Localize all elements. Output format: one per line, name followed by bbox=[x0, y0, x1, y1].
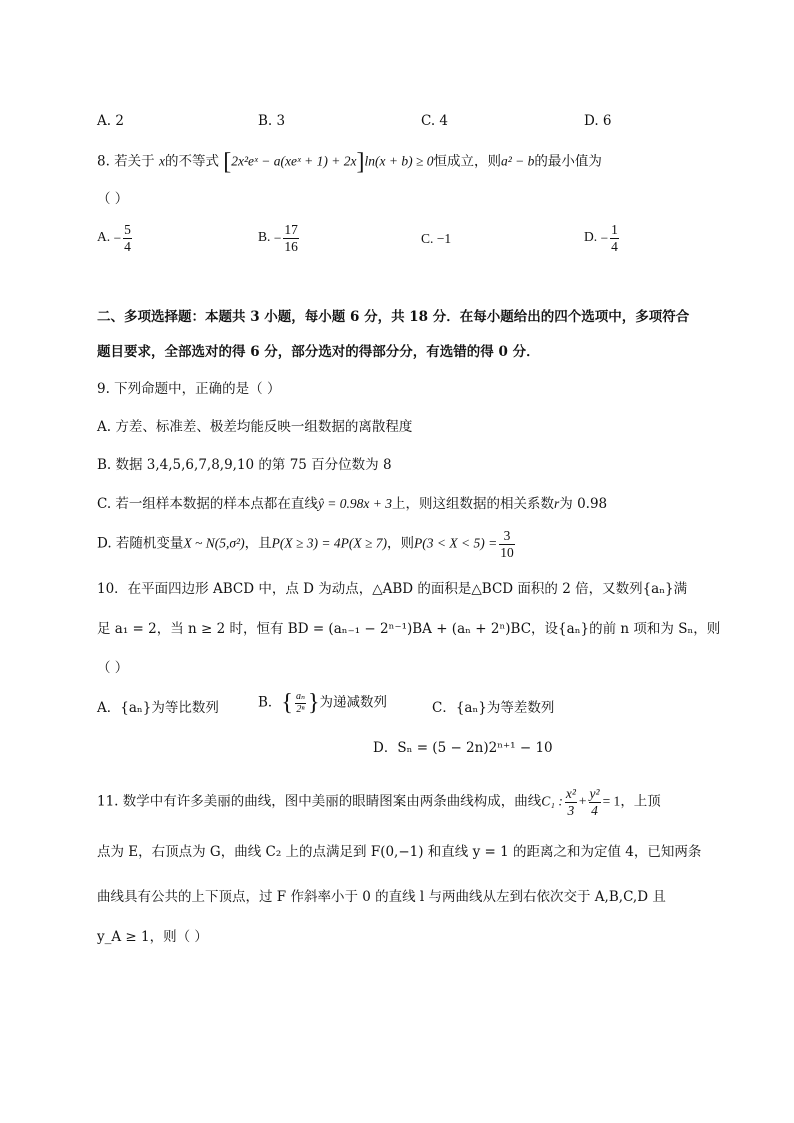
section2-heading-line2: 题目要求，全部选对的得 6 分，部分选对的得部分分，有选错的得 0 分． bbox=[97, 344, 540, 360]
q11-l1-plus: + bbox=[578, 793, 587, 809]
q8-a-sign: − bbox=[113, 230, 122, 246]
q10-b-fraction bbox=[295, 691, 306, 715]
q11-l1-eq: = 1 bbox=[602, 793, 621, 809]
q8-answer-paren: （ ） bbox=[97, 191, 129, 207]
q8-d-den: 4 bbox=[611, 238, 618, 254]
q8-b-label: B. bbox=[258, 229, 271, 245]
q9-c-equation: ŷ = 0.98x + 3 bbox=[317, 496, 393, 511]
q9-d-mid2: ，则 bbox=[386, 535, 414, 552]
q8-bracket-right: ] bbox=[356, 149, 365, 175]
q8-bracket-left: [ bbox=[223, 149, 232, 175]
q7-option-c: C. 4 bbox=[421, 113, 449, 129]
q9-d-num: 3 bbox=[499, 528, 515, 545]
q9-c-r: r bbox=[554, 496, 560, 511]
q8-a-fraction bbox=[123, 222, 132, 254]
q8-suffix1: 恒成立，则 bbox=[433, 153, 501, 170]
q10-b-brace-right: } bbox=[308, 690, 320, 716]
q7-option-a: A. 2 bbox=[97, 113, 124, 129]
q8-c-label: C. bbox=[421, 231, 434, 246]
section2-heading-line1: 二、多项选择题：本题共 3 小题，每小题 6 分，共 18 分．在每小题给出的四个选项中，多项符合 bbox=[97, 309, 690, 325]
q11-l1-d2: 4 bbox=[591, 802, 598, 818]
q9-stem: 9. 下列命题中，正确的是（ ） bbox=[97, 381, 281, 397]
q8-option-b bbox=[258, 222, 301, 254]
q9-d-fraction bbox=[499, 528, 515, 560]
q9-option-b: B. 数据 3,4,5,6,7,8,9,10 的第 75 百分位数为 8 bbox=[97, 457, 392, 473]
q10-b-den: 2ⁿ bbox=[296, 703, 305, 715]
q8-d-sign: − bbox=[600, 230, 609, 246]
q9-d-den: 10 bbox=[500, 544, 514, 560]
q10-b-text: 为递减数列 bbox=[319, 694, 388, 711]
q10-option-d: D．Sₙ = (5 − 2n)2ⁿ⁺¹ − 10 bbox=[373, 740, 553, 756]
q10-answer-paren: （ ） bbox=[97, 660, 129, 676]
q8-suffix2: 的最小值为 bbox=[534, 153, 602, 170]
q8-a-label: A. bbox=[97, 229, 111, 245]
q8-option-d bbox=[584, 222, 621, 254]
q10-option-b bbox=[258, 691, 387, 715]
q8-b-fraction bbox=[283, 222, 299, 254]
q9-c-end: 为 0.98 bbox=[559, 496, 608, 512]
q8-d-label: D. bbox=[584, 229, 598, 245]
q11-l1-n1: x² bbox=[565, 786, 576, 801]
q8-a-den: 4 bbox=[124, 238, 131, 254]
q11-line3: 曲线具有公共的上下顶点，过 F 作斜率小于 0 的直线 l 与两曲线从左到右依次交于 A,B,C,D 且 bbox=[97, 889, 666, 905]
q10-line2: 足 a₁ = 2，当 n ≥ 2 时，恒有 BD = (aₙ₋₁ − 2ⁿ⁻¹)BA + (aₙ + 2ⁿ)BC，设{aₙ}的前 n 项和为 Sₙ，则 bbox=[97, 621, 721, 637]
q11-line4: y_A ≥ 1，则（ ） bbox=[97, 929, 208, 945]
q9-option-d bbox=[97, 528, 517, 560]
q8-a-num: 5 bbox=[124, 222, 131, 237]
q7-option-b: B. 3 bbox=[258, 113, 286, 129]
q11-l1-n2: y² bbox=[589, 786, 600, 801]
q8-b-den: 16 bbox=[284, 238, 298, 254]
q9-c-mid: 上，则这组数据的相关系数 bbox=[392, 496, 555, 512]
q10-b-num: aₙ bbox=[295, 691, 306, 702]
q8-d-num: 1 bbox=[611, 222, 618, 237]
q8-b-sign: − bbox=[273, 230, 282, 246]
q10-b-brace-left: { bbox=[281, 690, 293, 716]
q8-prefix: 8. 若关于 bbox=[97, 153, 155, 170]
q8-expr: a² − b bbox=[500, 153, 535, 169]
q11-l1-frac2 bbox=[589, 786, 601, 818]
q9-option-c bbox=[97, 497, 607, 512]
q10-line1: 10．在平面四边形 ABCD 中，点 D 为动点，△ABD 的面积是△BCD 面积的 2 倍，又数列{aₙ}满 bbox=[97, 581, 688, 597]
q8-c-val: −1 bbox=[436, 231, 452, 246]
q9-c-pre: C. 若一组样本数据的样本点都在直线 bbox=[97, 496, 318, 512]
q9-option-a: A. 方差、标准差、极差均能反映一组数据的离散程度 bbox=[97, 419, 413, 435]
q8-stem bbox=[97, 150, 602, 174]
q8-var-x: x bbox=[158, 153, 165, 169]
q11-line1 bbox=[97, 786, 661, 818]
q11-l1-d1: 3 bbox=[567, 802, 575, 818]
q8-d-fraction bbox=[610, 222, 619, 254]
q10-option-a: A．{aₙ}为等比数列 bbox=[97, 700, 219, 716]
q9-d-prob: P(X ≥ 3) = 4P(X ≥ 7) bbox=[271, 535, 387, 551]
q10-option-c: C．{aₙ}为等差数列 bbox=[432, 700, 555, 716]
q8-b-num: 17 bbox=[284, 222, 298, 237]
q8-option-c bbox=[421, 232, 451, 246]
q10-b-label: B． bbox=[258, 694, 282, 711]
q8-bracket-content: 2x²eˣ − a(xeˣ + 1) + 2x bbox=[231, 153, 357, 169]
q11-line2: 点为 E，右顶点为 G，曲线 C₂ 上的点满足到 F(0,−1) 和直线 y = 1 的距离之和为定值 4，已知两条 bbox=[97, 844, 702, 860]
q8-option-a bbox=[97, 222, 134, 254]
q9-d-mid: ，且 bbox=[244, 535, 272, 552]
q11-l1-end: ，上顶 bbox=[620, 793, 661, 810]
q7-option-d: D. 6 bbox=[584, 113, 612, 129]
q9-d-dist: X ~ N(5,σ²) bbox=[183, 535, 245, 551]
q11-l1-pre: 11. 数学中有许多美丽的曲线，图中美丽的眼睛图案由两条曲线构成，曲线 bbox=[97, 793, 542, 810]
q11-l1-frac1 bbox=[565, 786, 577, 818]
q9-d-pre: D. 若随机变量 bbox=[97, 535, 184, 552]
q11-l1-c1: C₁ : bbox=[541, 793, 563, 809]
q8-mid: 的不等式 bbox=[164, 153, 219, 170]
q8-ln-part: ln(x + b) ≥ 0 bbox=[364, 153, 434, 169]
q9-d-prob2: P(3 < X < 5) = bbox=[413, 535, 498, 551]
